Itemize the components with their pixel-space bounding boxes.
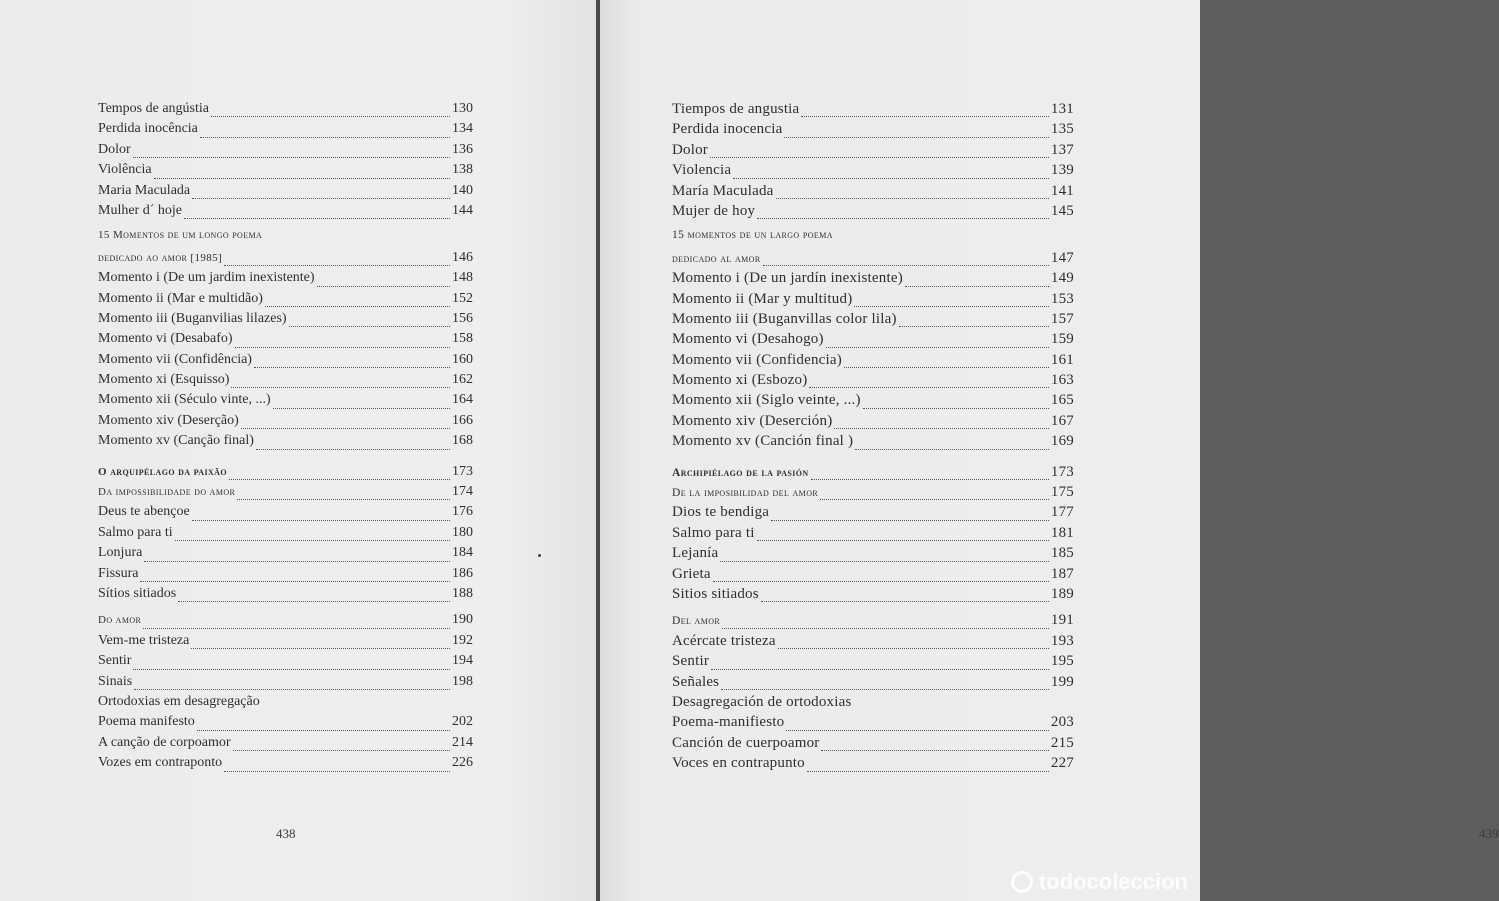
toc-entry-page: 166 — [452, 412, 473, 428]
toc-entry-title: Canción de cuerpoamor — [672, 734, 820, 751]
toc-entry — [98, 229, 473, 249]
dot-leader — [254, 367, 450, 368]
toc-entry — [672, 653, 1074, 673]
toc-entry — [672, 525, 1074, 545]
dot-leader — [771, 520, 1049, 521]
dot-leader — [826, 347, 1049, 348]
toc-entry — [672, 142, 1074, 162]
toc-entry — [98, 121, 473, 141]
toc-entry-title: Dios te bendiga — [672, 504, 770, 521]
toc-entry — [98, 311, 473, 331]
toc-entry-title: Momento xv (Canción final ) — [672, 433, 854, 450]
toc-entry-page: 138 — [452, 162, 473, 178]
toc-entry — [672, 183, 1074, 203]
toc-entry-page: 145 — [1050, 202, 1074, 219]
toc-entry — [98, 101, 473, 121]
dot-leader — [711, 669, 1049, 670]
toc-entry-page: 164 — [452, 392, 473, 408]
toc-entry — [98, 270, 473, 290]
dot-leader — [133, 669, 450, 670]
toc-entry — [98, 504, 473, 524]
dot-leader — [786, 730, 1049, 731]
toc-entry — [98, 566, 473, 586]
toc-entry-page: 158 — [452, 331, 473, 347]
toc-entry-page: 198 — [452, 673, 473, 689]
toc-entry-page: 202 — [452, 714, 473, 730]
dot-leader — [905, 286, 1049, 287]
dot-leader — [710, 157, 1049, 158]
dot-leader — [143, 628, 450, 629]
toc-entry — [672, 735, 1074, 755]
toc-entry-page: 194 — [452, 653, 473, 669]
dot-leader — [778, 648, 1049, 649]
toc-entry-page: 135 — [1050, 121, 1074, 138]
toc-entry-page: 147 — [1050, 249, 1074, 266]
toc-entry — [98, 735, 473, 755]
toc-entry-page: 190 — [452, 612, 473, 628]
toc-entry-title: Maria Maculada — [98, 182, 191, 198]
toc-entry-title: Dolor — [98, 141, 131, 157]
toc-entry-page: 173 — [452, 463, 473, 479]
toc-entry — [98, 545, 473, 565]
toc-entry-title: 15 Momentos de um longo poema — [98, 229, 263, 242]
right-page — [600, 0, 1499, 901]
toc-entry — [672, 433, 1074, 453]
toc-entry-title: Momento iii (Buganvilias lilazes) — [98, 310, 287, 326]
toc-entry-page: 226 — [452, 755, 473, 771]
dot-leader — [211, 116, 450, 117]
toc-entry — [672, 291, 1074, 311]
toc-entry-page: 169 — [1050, 433, 1074, 450]
toc-entry-page: 130 — [452, 101, 473, 116]
toc-entry-page: 203 — [1050, 714, 1074, 731]
toc-entry — [98, 203, 473, 223]
toc-entry — [98, 653, 473, 673]
toc-entry-title: Deus te abençoe — [98, 504, 190, 520]
dot-leader — [237, 499, 450, 500]
toc-entry — [672, 714, 1074, 734]
dot-leader — [231, 387, 450, 388]
toc-entry-title: Sitios sitiados — [672, 585, 759, 602]
toc-entry-title: Momento xv (Canção final) — [98, 433, 254, 449]
toc-entry — [672, 484, 1074, 504]
toc-entry-page: 160 — [452, 351, 473, 367]
toc-entry — [98, 183, 473, 203]
toc-entry — [98, 694, 473, 714]
toc-entry — [672, 586, 1074, 606]
toc-entry — [672, 311, 1074, 331]
watermark — [1011, 869, 1188, 895]
dot-leader — [784, 137, 1048, 138]
toc-entry-title: dedicado ao amor [1985] — [98, 251, 223, 264]
toc-entry-title: Vozes em contraponto — [98, 755, 223, 771]
toc-entry-title: Do amor — [98, 614, 142, 627]
toc-entry-title: Grieta — [672, 565, 711, 582]
toc-entry-page: 165 — [1050, 392, 1074, 409]
toc-entry-page: 227 — [1050, 755, 1074, 772]
toc-entry-title: Tempos de angústia — [98, 101, 209, 116]
toc-entry-page: 139 — [1050, 162, 1074, 179]
toc-entry-title: Perdida inocência — [98, 121, 198, 137]
dot-leader — [191, 648, 450, 649]
toc-entry-page: 148 — [452, 270, 473, 286]
toc-entry-page: 146 — [452, 249, 473, 265]
dot-leader — [720, 561, 1049, 562]
dot-leader — [844, 367, 1049, 368]
toc-entry — [672, 392, 1074, 412]
dot-leader — [200, 137, 450, 138]
toc-entry-title: Vem-me tristeza — [98, 632, 190, 648]
toc-entry-page: 136 — [452, 141, 473, 157]
toc-entry-title: De la imposibilidad del amor — [672, 487, 819, 500]
dot-leader — [855, 449, 1049, 450]
toc-entry-title: Sítios sitiados — [98, 585, 177, 601]
toc-entry — [672, 755, 1074, 775]
dot-leader — [192, 520, 450, 521]
toc-entry-page: 137 — [1050, 141, 1074, 158]
toc-entry — [98, 755, 473, 775]
toc-entry-title: Violencia — [672, 162, 732, 179]
toc-entry-title: Sinais — [98, 673, 133, 689]
toc-entry-title: Poema-manifiesto — [672, 714, 785, 731]
dot-leader — [801, 116, 1048, 117]
dot-leader — [757, 218, 1049, 219]
dot-leader — [811, 479, 1049, 480]
toc-entry-title: Tiempos de angustia — [672, 101, 800, 117]
toc-entry — [98, 464, 473, 484]
toc-entry — [98, 372, 473, 392]
toc-entry-title: Momento vii (Confidencia) — [672, 351, 842, 368]
toc-entry-title: Lejanía — [672, 545, 719, 562]
toc-entry — [672, 504, 1074, 524]
toc-entry-title: Dolor — [672, 141, 708, 158]
toc-entry-page: 173 — [1050, 463, 1074, 480]
page-number-right: 439 — [1479, 826, 1499, 841]
toc-entry — [98, 674, 473, 694]
toc-entry — [672, 101, 1074, 121]
toc-entry — [672, 545, 1074, 565]
toc-entry-page: 187 — [1050, 565, 1074, 582]
dot-leader — [256, 449, 450, 450]
dot-leader — [140, 581, 450, 582]
page-number-left: 438 — [276, 826, 296, 841]
toc-entry — [98, 291, 473, 311]
dot-leader — [317, 286, 450, 287]
spacer — [98, 454, 473, 464]
toc-entry-title: Momento ii (Mar y multitud) — [672, 290, 853, 307]
dot-leader — [224, 771, 450, 772]
dot-leader — [197, 730, 450, 731]
toc-entry — [672, 162, 1074, 182]
toc-entry-title: María Maculada — [672, 182, 774, 199]
toc-entry-page: 167 — [1050, 412, 1074, 429]
dot-leader — [761, 601, 1049, 602]
toc-entry-page: 140 — [452, 182, 473, 198]
toc-entry — [98, 142, 473, 162]
toc-entry-title: Momento i (De un jardín inexistente) — [672, 270, 903, 287]
dot-leader — [178, 601, 450, 602]
toc-entry — [98, 331, 473, 351]
toc-entry-page: 184 — [452, 545, 473, 561]
toc-entry — [672, 674, 1074, 694]
toc-entry-page: 215 — [1050, 734, 1074, 751]
toc-entry — [98, 413, 473, 433]
toc-entry — [672, 203, 1074, 223]
dot-leader — [809, 387, 1048, 388]
toc-entry — [98, 433, 473, 453]
toc-entry — [98, 352, 473, 372]
toc-entry-title: Mulher d´ hoje — [98, 202, 182, 218]
toc-entry-title: Momento vi (Desabafo) — [98, 331, 233, 347]
toc-entry — [672, 331, 1074, 351]
toc-entry-page: 192 — [452, 632, 473, 648]
dot-leader — [184, 218, 450, 219]
toc-entry-title: Acércate tristeza — [672, 632, 776, 649]
toc-entry-title: O arquipélago da paixão — [98, 465, 227, 478]
toc-entry-title: Sentir — [672, 653, 710, 670]
toc-entry-title: Mujer de hoy — [672, 202, 756, 219]
toc-entry-title: Poema manifesto — [98, 714, 195, 730]
toc-entry-page: 159 — [1050, 331, 1074, 348]
dot-leader — [807, 771, 1049, 772]
toc-entry-page: 195 — [1050, 653, 1074, 670]
toc-entry-title: Momento xi (Esquisso) — [98, 372, 230, 388]
toc-entry-title: Momento xiv (Deserción) — [672, 412, 833, 429]
toc-entry-page: 214 — [452, 734, 473, 750]
dot-leader — [821, 750, 1048, 751]
toc-entry-page: 188 — [452, 585, 473, 601]
toc-entry-title: Momento xi (Esbozo) — [672, 372, 808, 389]
toc-entry-title: Perdida inocencia — [672, 121, 783, 138]
table-of-contents-right — [672, 101, 1074, 776]
toc-entry-page: 161 — [1050, 351, 1074, 368]
toc-entry — [672, 633, 1074, 653]
toc-entry-page: 131 — [1050, 101, 1074, 117]
toc-entry-title: Ortodoxias em desagregação — [98, 693, 260, 709]
toc-entry — [98, 714, 473, 734]
dot-leader — [863, 408, 1049, 409]
dot-leader — [733, 178, 1049, 179]
toc-entry-title: Señales — [672, 673, 720, 690]
toc-entry-page: 189 — [1050, 585, 1074, 602]
dot-leader — [854, 306, 1049, 307]
dot-leader — [713, 581, 1049, 582]
toc-entry-title: Momento iii (Buganvillas color lila) — [672, 310, 897, 327]
toc-entry-page: 162 — [452, 372, 473, 388]
toc-entry-title: Salmo para ti — [672, 524, 755, 541]
spacer — [672, 454, 1074, 464]
toc-entry-page: 156 — [452, 310, 473, 326]
toc-entry-page: 153 — [1050, 290, 1074, 307]
toc-entry-title: Archipiélago de la pasión — [672, 466, 809, 479]
dot-leader — [192, 198, 450, 199]
toc-entry-page: 144 — [452, 202, 473, 218]
toc-entry-page: 157 — [1050, 310, 1074, 327]
toc-entry-title: Voces en contrapunto — [672, 755, 805, 772]
toc-entry — [672, 372, 1074, 392]
toc-entry-page: 163 — [1050, 372, 1074, 389]
dot-leader — [224, 265, 450, 266]
toc-entry-page: 149 — [1050, 270, 1074, 287]
dot-leader — [763, 265, 1049, 266]
toc-entry-page: 181 — [1050, 524, 1074, 541]
toc-entry — [98, 525, 473, 545]
toc-entry — [672, 270, 1074, 290]
toc-entry — [672, 250, 1074, 270]
dot-leader — [776, 198, 1049, 199]
dot-leader — [233, 750, 450, 751]
dot-leader — [722, 628, 1049, 629]
toc-entry — [672, 352, 1074, 372]
dot-leader — [133, 157, 450, 158]
dot-leader — [273, 408, 450, 409]
dot-leader — [899, 326, 1049, 327]
dot-leader — [241, 428, 450, 429]
toc-entry-page: 175 — [1050, 484, 1074, 501]
dot-leader — [757, 540, 1049, 541]
toc-entry-page: 141 — [1050, 182, 1074, 199]
toc-entry-title: Fissura — [98, 565, 139, 581]
toc-entry — [98, 633, 473, 653]
toc-entry — [98, 392, 473, 412]
dot-leader — [820, 499, 1049, 500]
left-page — [0, 0, 596, 901]
dot-leader — [289, 326, 450, 327]
toc-entry-title: Momento i (De um jardim inexistente) — [98, 270, 315, 286]
toc-entry-page: 185 — [1050, 545, 1074, 562]
dot-leader — [134, 689, 450, 690]
toc-entry-page: 199 — [1050, 673, 1074, 690]
watermark-logo-icon — [1011, 871, 1033, 893]
toc-entry-title: Lonjura — [98, 545, 143, 561]
toc-entry-title: Sentir — [98, 653, 132, 669]
stray-mark — [538, 554, 541, 557]
toc-entry-title: Desagregación de ortodoxias — [672, 693, 852, 710]
table-of-contents-left — [98, 101, 473, 776]
toc-entry-title: 15 momentos de un largo poema — [672, 229, 833, 242]
toc-entry-page: 193 — [1050, 632, 1074, 649]
toc-entry-page: 176 — [452, 504, 473, 520]
toc-entry-title: Momento vii (Confidência) — [98, 351, 252, 367]
toc-entry-title: Del amor — [672, 615, 721, 628]
dot-leader — [721, 689, 1049, 690]
toc-entry-page: 191 — [1050, 612, 1074, 629]
toc-entry-title: Salmo para ti — [98, 524, 173, 540]
toc-entry-page: 168 — [452, 433, 473, 449]
toc-entry-title: Momento ii (Mar e multidão) — [98, 290, 263, 306]
toc-entry-page: 152 — [452, 290, 473, 306]
toc-entry — [672, 694, 1074, 714]
toc-entry — [672, 229, 1074, 249]
toc-entry-title: Momento xii (Siglo veinte, ...) — [672, 392, 861, 409]
dot-leader — [229, 479, 450, 480]
toc-entry-title: Violência — [98, 162, 152, 178]
toc-entry-title: A canção de corpoamor — [98, 734, 231, 750]
toc-entry — [672, 566, 1074, 586]
toc-entry — [672, 612, 1074, 632]
toc-entry-title: Momento xiv (Deserção) — [98, 412, 239, 428]
dot-leader — [144, 561, 450, 562]
toc-entry — [672, 464, 1074, 484]
toc-entry-page: 186 — [452, 565, 473, 581]
toc-entry-page: 180 — [452, 524, 473, 540]
dot-leader — [235, 347, 450, 348]
dot-leader — [265, 306, 450, 307]
watermark-text: todocoleccion — [1038, 869, 1188, 894]
toc-entry — [98, 612, 473, 632]
toc-entry — [98, 484, 473, 504]
toc-entry-title: Da impossibilidade do amor — [98, 486, 236, 499]
toc-entry — [98, 162, 473, 182]
toc-entry — [672, 413, 1074, 433]
toc-entry-title: Momento xii (Século vinte, ...) — [98, 392, 271, 408]
toc-entry-title: dedicado al amor — [672, 252, 761, 265]
toc-entry-title: Momento vi (Desahogo) — [672, 331, 824, 348]
toc-entry-page: 174 — [452, 484, 473, 500]
toc-entry — [98, 586, 473, 606]
toc-entry — [98, 250, 473, 270]
dot-leader — [175, 540, 450, 541]
dot-leader — [834, 428, 1048, 429]
toc-entry-page: 177 — [1050, 504, 1074, 521]
toc-entry — [672, 121, 1074, 141]
dot-leader — [154, 178, 450, 179]
toc-entry-page: 134 — [452, 121, 473, 137]
